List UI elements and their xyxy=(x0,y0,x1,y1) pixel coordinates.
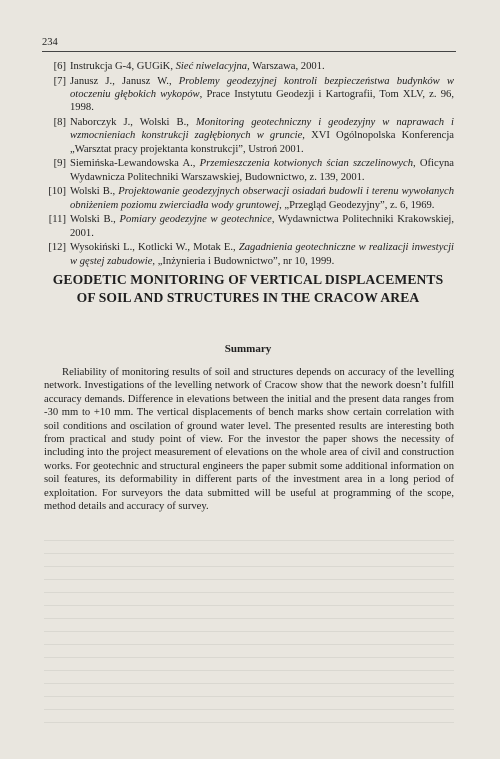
reference-authors: Instrukcja G-4, GUGiK, xyxy=(70,61,176,72)
reference-item xyxy=(42,185,454,212)
paper-title-line: OF SOIL AND STRUCTURES IN THE CRACOW AREA xyxy=(76,290,420,305)
summary-paragraph: Reliability of monitoring results of soil and structures depends on accuracy of the levelling network. Investigations of the levelling network of Cracow show that the nework doesn’t fulfill accuracy demands. Difference in elevations between the initial and the present data ranges from -30 mm to +10 mm. The vertical displacements of bench marks show certain correlation with soil conditions and oscilation of ground water level. The presented results are interesting both from practical and study point of view. For the investor the paper shows the necessity of including into the project measurement of elevations on the whole area of civil and construction works. For geotechnic and structural engineers the paper submit some additional information on soil features, its deformability in different parts of the investment area in a long period of exploitation. For surveyors the data submitted will be useful at programming of the scope, method details and accuracy of survey. xyxy=(44,367,454,513)
reference-authors: Wolski B., xyxy=(70,186,119,198)
reference-source: , „Inżynieria i Budownictwo”, nr 10, 1999. xyxy=(152,255,335,267)
reference-title: Monitoring geotechniczny i geodezyjny w naprawach i wzmocnieniach konstrukcji zagłębionych w gruncie xyxy=(70,117,454,142)
reference-number: [6] xyxy=(53,61,66,72)
reference-title: Zagadnienia geotechniczne w realizacji inwestycji w gęstej zabudowie xyxy=(70,242,454,267)
reference-authors: Wolski B., xyxy=(70,214,120,226)
reference-item xyxy=(42,241,454,268)
reference-item xyxy=(42,116,454,156)
reference-title: Pomiary geodezyjne w geotechnice xyxy=(119,214,272,226)
reference-source: , XVI Ogólnopolska Konferencja „Warsztat pracy projektanta konstrukcji”, Ustroń 2001. xyxy=(70,130,454,155)
paper-title-line: GEODETIC MONITORING OF VERTICAL DISPLACEMENTS xyxy=(52,272,444,287)
reference-number: [9] xyxy=(53,158,66,170)
reference-authors: Naborczyk J., Wolski B., xyxy=(70,117,196,128)
show-through-texture xyxy=(44,540,454,730)
reference-item xyxy=(42,60,454,73)
reference-source: , Warszawa, 2001. xyxy=(247,61,325,72)
reference-title: Projektowanie geodezyjnych obserwacji osiadań budowli i terenu wywołanych obniżeniem poziomu zwierciadła wody gruntowej xyxy=(70,186,455,211)
reference-authors: Wysokiński L., Kotlicki W., Motak E., xyxy=(70,242,239,254)
reference-title: Przemieszczenia kotwionych ścian szczelinowych xyxy=(199,158,413,170)
reference-number: [10] xyxy=(48,186,66,198)
reference-number: [11] xyxy=(48,214,66,226)
reference-authors: Siemińska-Lewandowska A., xyxy=(70,158,200,170)
reference-item xyxy=(42,75,454,115)
page-number: 234 xyxy=(42,37,58,48)
reference-title: Sieć niwelacyjna xyxy=(175,61,248,72)
reference-source: , „Przegląd Geodezyjny”, z. 6, 1969. xyxy=(279,199,435,211)
reference-source: , Prace Instytutu Geodezji i Kartografii, Tom XLV, z. 96, 1998. xyxy=(70,89,454,114)
reference-source: , Oficyna Wydawnicza Politechniki Warszawskiej, Budownictwo, z. 139, 2001. xyxy=(70,158,454,183)
reference-number: [8] xyxy=(53,117,66,128)
reference-item xyxy=(42,157,454,184)
reference-title: Problemy geodezyjnej kontroli bezpieczeństwa budynków w otoczeniu głębokich wykopów xyxy=(70,75,454,100)
reference-number: [7] xyxy=(53,75,66,87)
reference-item xyxy=(42,213,454,240)
reference-list xyxy=(42,60,454,269)
reference-number: [12] xyxy=(48,242,66,254)
reference-source: , Wydawnictwa Politechniki Krakowskiej, 2001. xyxy=(70,214,454,239)
summary-heading: Summary xyxy=(224,343,272,355)
paper-title xyxy=(42,271,454,307)
reference-authors: Janusz J., Janusz W., xyxy=(70,75,179,87)
header-rule xyxy=(42,51,456,52)
